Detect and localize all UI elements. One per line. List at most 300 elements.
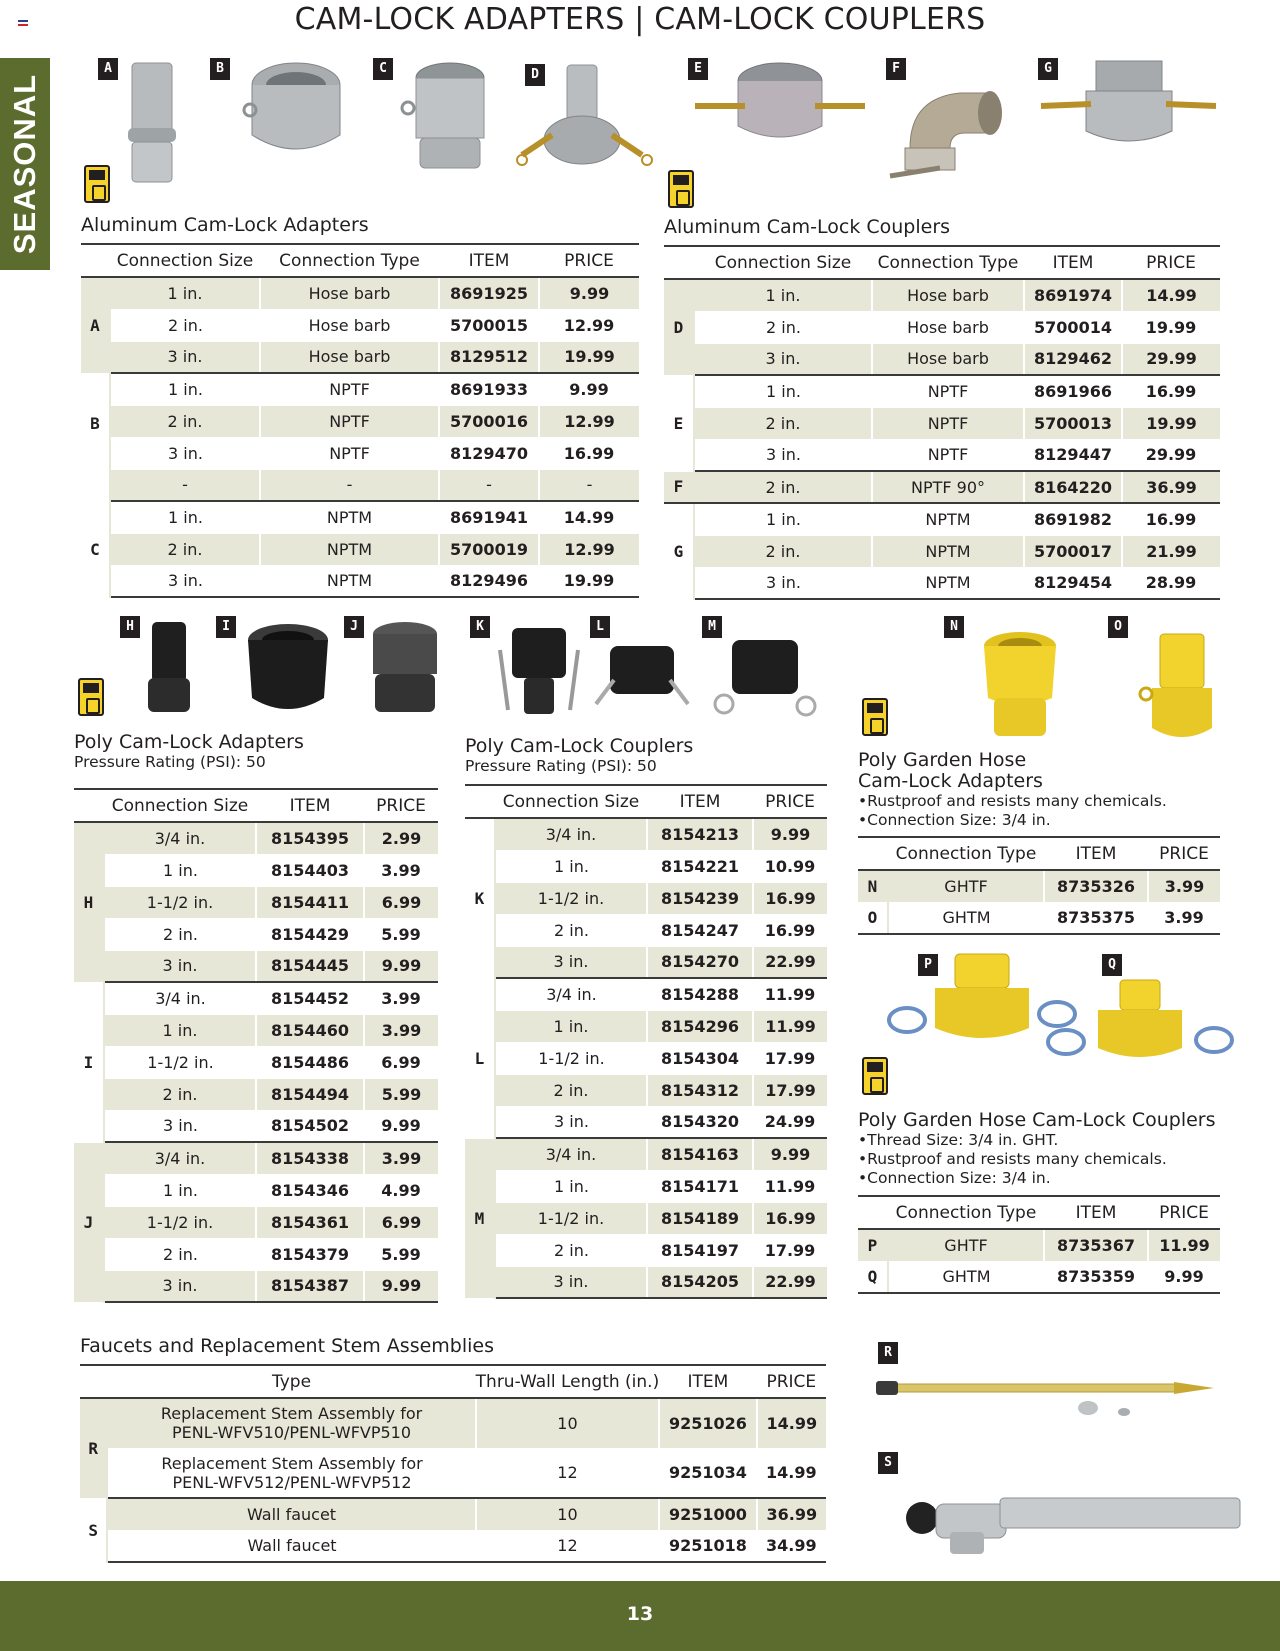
group-label: L — [465, 978, 495, 1138]
garden-adapter-n-image — [970, 628, 1070, 743]
item-cell: 5700017 — [1024, 535, 1122, 567]
size-cell: 3 in. — [104, 1110, 256, 1142]
price-cell: 3.99 — [364, 1014, 438, 1046]
table-row — [81, 469, 639, 501]
aluminum-coupler-f-image — [880, 68, 1010, 183]
table-row — [465, 946, 827, 978]
group-label: D — [664, 279, 694, 375]
length-cell: 10 — [476, 1398, 660, 1448]
table-row — [664, 279, 1220, 311]
product-badge: B — [210, 58, 230, 80]
price-cell: 5.99 — [364, 1238, 438, 1270]
price-cell: 3.99 — [364, 982, 438, 1014]
table-row — [465, 1010, 827, 1042]
table-row — [74, 1270, 438, 1302]
price-cell: 22.99 — [753, 1266, 827, 1298]
length-cell: 12 — [476, 1448, 660, 1498]
price-cell: 3.99 — [1148, 870, 1220, 902]
table-row — [858, 1261, 1220, 1293]
size-cell: 1 in. — [104, 1174, 256, 1206]
table-row — [74, 1046, 438, 1078]
price-cell: 12.99 — [539, 533, 639, 565]
table-row — [74, 1206, 438, 1238]
section-subtitle: Pressure Rating (PSI): 50 — [465, 757, 657, 775]
item-cell: 8154247 — [647, 914, 753, 946]
table-row — [664, 567, 1220, 599]
page-title: CAM-LOCK ADAPTERS | CAM-LOCK COUPLERS — [294, 2, 986, 37]
item-cell: 8154395 — [256, 822, 364, 854]
type-cell: NPTF — [872, 439, 1024, 471]
table-row — [74, 1078, 438, 1110]
price-cell: 16.99 — [1122, 375, 1220, 407]
section-title: Poly Cam-Lock Adapters — [74, 731, 304, 753]
item-cell: 9251034 — [659, 1448, 756, 1498]
product-badge: Q — [1102, 954, 1122, 976]
price-cell: 6.99 — [364, 1206, 438, 1238]
table-row — [74, 854, 438, 886]
group-label: P — [858, 1229, 888, 1261]
size-cell: 3/4 in. — [495, 1138, 647, 1170]
table-row — [664, 311, 1220, 343]
price-cell: 19.99 — [539, 565, 639, 597]
size-cell: 2 in. — [104, 1238, 256, 1270]
product-badge: M — [702, 616, 722, 638]
table-row — [465, 1202, 827, 1234]
size-cell: 2 in. — [104, 918, 256, 950]
size-cell: 1 in. — [694, 503, 872, 535]
aluminum-coupler-e-image — [690, 56, 870, 146]
section-title: Poly Garden Hose Cam-Lock Couplers — [858, 1109, 1216, 1131]
poly-adapter-h-image — [140, 618, 200, 718]
item-cell: 8691974 — [1024, 279, 1122, 311]
group-label: G — [664, 503, 694, 599]
type-cell: Hose barb — [260, 277, 439, 309]
item-cell: 8129447 — [1024, 439, 1122, 471]
item-cell: 9251026 — [659, 1398, 756, 1448]
size-cell: 1 in. — [104, 854, 256, 886]
size-cell: 2 in. — [694, 535, 872, 567]
group-label: K — [465, 818, 495, 978]
table-row — [465, 1074, 827, 1106]
type-cell: NPTM — [260, 533, 439, 565]
wall-faucet-s-image — [900, 1478, 1245, 1558]
price-cell: 21.99 — [1122, 535, 1220, 567]
type-cell: Hose barb — [872, 279, 1024, 311]
item-cell: 8154445 — [256, 950, 364, 982]
size-cell: 1 in. — [694, 375, 872, 407]
table-row — [664, 439, 1220, 471]
product-badge: F — [886, 58, 906, 80]
type-cell: Wall faucet — [107, 1498, 475, 1530]
size-cell: 3/4 in. — [104, 1142, 256, 1174]
product-badge: H — [120, 616, 140, 638]
price-cell: 24.99 — [753, 1106, 827, 1138]
table-row — [80, 1498, 826, 1530]
product-badge: C — [373, 58, 393, 80]
size-cell: 1 in. — [495, 1170, 647, 1202]
type-cell — [107, 1448, 475, 1498]
bullet-item: •Rustproof and resists many chemicals. — [858, 1150, 1167, 1168]
item-cell: 5700014 — [1024, 311, 1122, 343]
product-badge: N — [944, 616, 964, 638]
type-cell: NPTF — [260, 373, 439, 405]
group-label: B — [81, 373, 110, 501]
column-header: ITEM — [1044, 1196, 1148, 1229]
group-label: I — [74, 982, 104, 1142]
type-line1: Replacement Stem Assembly for — [160, 1404, 423, 1424]
column-header: Connection Size — [495, 785, 647, 818]
table-row — [858, 902, 1220, 934]
table-row — [664, 503, 1220, 535]
price-cell: 16.99 — [539, 437, 639, 469]
table-row — [664, 471, 1220, 503]
size-cell: 1 in. — [495, 850, 647, 882]
price-cell: 16.99 — [1122, 503, 1220, 535]
item-cell: 8691925 — [439, 277, 539, 309]
column-header: Connection Size — [104, 789, 256, 822]
price-cell: 5.99 — [364, 918, 438, 950]
price-cell: 16.99 — [753, 1202, 827, 1234]
item-cell: 8154338 — [256, 1142, 364, 1174]
table-row — [664, 375, 1220, 407]
table-row — [81, 277, 639, 309]
price-cell: 9.99 — [539, 277, 639, 309]
product-badge: K — [470, 616, 490, 638]
price-cell: 9.99 — [539, 373, 639, 405]
item-cell: 8154486 — [256, 1046, 364, 1078]
section-title-line1: Poly Garden Hose — [858, 749, 1027, 771]
table-row — [858, 1229, 1220, 1261]
size-cell: 2 in. — [495, 1234, 647, 1266]
table-row — [465, 882, 827, 914]
group-label: R — [80, 1398, 107, 1498]
table-row — [465, 1170, 827, 1202]
price-cell: 14.99 — [757, 1398, 826, 1448]
product-badge: D — [525, 64, 545, 86]
garden-adapter-o-image — [1130, 628, 1230, 753]
item-cell: 8154403 — [256, 854, 364, 886]
table-row — [465, 1106, 827, 1138]
aluminum-adapters-section — [81, 214, 639, 598]
page-number: 13 — [626, 1603, 654, 1625]
product-badge: A — [98, 58, 118, 80]
size-cell: 3 in. — [110, 565, 260, 597]
table-header — [664, 246, 1220, 279]
table-row — [81, 533, 639, 565]
item-cell: 8154502 — [256, 1110, 364, 1142]
type-cell: NPTF 90° — [872, 471, 1024, 503]
size-cell: - — [110, 469, 260, 501]
size-cell: 2 in. — [495, 1074, 647, 1106]
column-header: ITEM — [439, 244, 539, 277]
type-line2: PENL-WFV512/PENL-WFVP512 — [172, 1472, 412, 1492]
power-fist-logo-icon — [862, 1057, 888, 1095]
item-cell: 5700015 — [439, 309, 539, 341]
section-subtitle: Pressure Rating (PSI): 50 — [74, 753, 266, 771]
garden-couplers-table — [858, 1195, 1220, 1294]
item-cell: 8164220 — [1024, 471, 1122, 503]
garden-adapters-table — [858, 836, 1220, 935]
column-header: Connection Type — [888, 837, 1044, 870]
size-cell: 1-1/2 in. — [495, 1202, 647, 1234]
item-cell: 8154452 — [256, 982, 364, 1014]
aluminum-adapters-table — [81, 243, 639, 598]
column-header: PRICE — [1148, 837, 1220, 870]
size-cell: 3 in. — [104, 950, 256, 982]
table-row — [858, 870, 1220, 902]
table-row — [74, 982, 438, 1014]
price-cell: 10.99 — [753, 850, 827, 882]
poly-adapter-j-image — [365, 618, 445, 718]
price-cell: - — [539, 469, 639, 501]
item-cell: 8154312 — [647, 1074, 753, 1106]
product-badge: O — [1108, 616, 1128, 638]
item-cell: 8735375 — [1044, 902, 1148, 934]
garden-coupler-q-image — [1040, 978, 1240, 1073]
size-cell: 3/4 in. — [495, 818, 647, 850]
product-badge: E — [688, 58, 708, 80]
size-cell: 2 in. — [694, 407, 872, 439]
column-header: Connection Size — [110, 244, 260, 277]
item-cell: 8154494 — [256, 1078, 364, 1110]
table-header — [80, 1365, 826, 1398]
price-cell: 22.99 — [753, 946, 827, 978]
item-cell: 8154320 — [647, 1106, 753, 1138]
price-cell: 36.99 — [1122, 471, 1220, 503]
column-header: Connection Type — [888, 1196, 1044, 1229]
size-cell: 2 in. — [694, 471, 872, 503]
price-cell: 19.99 — [1122, 407, 1220, 439]
table-row — [465, 978, 827, 1010]
section-title: Aluminum Cam-Lock Adapters — [81, 214, 369, 236]
item-cell: 8154460 — [256, 1014, 364, 1046]
size-cell: 2 in. — [110, 533, 260, 565]
table-row — [664, 535, 1220, 567]
item-cell: 8154171 — [647, 1170, 753, 1202]
table-row — [81, 501, 639, 533]
type-cell: NPTM — [260, 565, 439, 597]
size-cell: 3 in. — [110, 341, 260, 373]
type-cell — [107, 1398, 475, 1448]
size-cell: 1-1/2 in. — [104, 886, 256, 918]
item-cell: 8691933 — [439, 373, 539, 405]
item-cell: 8154270 — [647, 946, 753, 978]
price-cell: 12.99 — [539, 405, 639, 437]
table-row — [465, 1234, 827, 1266]
column-header: PRICE — [757, 1365, 826, 1398]
item-cell: 8129454 — [1024, 567, 1122, 599]
column-header: ITEM — [659, 1365, 756, 1398]
group-label: C — [81, 501, 110, 597]
size-cell: 1 in. — [110, 373, 260, 405]
power-fist-logo-icon — [78, 678, 104, 716]
product-badge: L — [590, 616, 610, 638]
section-title: Aluminum Cam-Lock Couplers — [664, 216, 951, 238]
size-cell: 1-1/2 in. — [495, 1042, 647, 1074]
column-header: Connection Size — [694, 246, 872, 279]
price-cell: 3.99 — [364, 854, 438, 886]
size-cell: 3/4 in. — [104, 982, 256, 1014]
item-cell: 8154296 — [647, 1010, 753, 1042]
table-header — [465, 785, 827, 818]
price-cell: 12.99 — [539, 309, 639, 341]
size-cell: 1 in. — [694, 279, 872, 311]
poly-adapter-i-image — [240, 618, 340, 718]
price-cell: 16.99 — [753, 882, 827, 914]
column-header: ITEM — [1044, 837, 1148, 870]
aluminum-coupler-g-image — [1036, 56, 1221, 151]
column-header: PRICE — [539, 244, 639, 277]
item-cell: 8154411 — [256, 886, 364, 918]
length-cell: 10 — [476, 1498, 660, 1530]
group-label: Q — [858, 1261, 888, 1293]
power-fist-logo-icon — [84, 165, 110, 203]
group-label: E — [664, 375, 694, 471]
item-cell: 8154221 — [647, 850, 753, 882]
column-header: Connection Type — [260, 244, 439, 277]
price-cell: 11.99 — [753, 1010, 827, 1042]
size-cell: 1 in. — [495, 1010, 647, 1042]
price-cell: 11.99 — [1148, 1229, 1220, 1261]
price-cell: 9.99 — [364, 1270, 438, 1302]
price-cell: 14.99 — [539, 501, 639, 533]
table-row — [74, 1238, 438, 1270]
type-cell: Hose barb — [260, 341, 439, 373]
poly-couplers-section — [465, 735, 827, 1299]
item-cell: 9251018 — [659, 1530, 756, 1562]
type-cell: Wall faucet — [107, 1530, 475, 1562]
item-cell: 8154205 — [647, 1266, 753, 1298]
table-row — [74, 1014, 438, 1046]
item-cell: 5700016 — [439, 405, 539, 437]
price-cell: 36.99 — [757, 1498, 826, 1530]
price-cell: 11.99 — [753, 1170, 827, 1202]
price-cell: 19.99 — [539, 341, 639, 373]
power-fist-logo-icon — [862, 698, 888, 736]
item-cell: 8129470 — [439, 437, 539, 469]
price-cell: 4.99 — [364, 1174, 438, 1206]
column-header: ITEM — [1024, 246, 1122, 279]
size-cell: 3 in. — [694, 567, 872, 599]
price-cell: 2.99 — [364, 822, 438, 854]
table-row — [81, 341, 639, 373]
poly-couplers-table — [465, 784, 827, 1299]
price-cell: 17.99 — [753, 1042, 827, 1074]
product-badge: R — [878, 1342, 898, 1364]
group-label: A — [81, 277, 110, 373]
size-cell: 1-1/2 in. — [104, 1046, 256, 1078]
item-cell: 8154189 — [647, 1202, 753, 1234]
type-cell: GHTM — [888, 1261, 1044, 1293]
aluminum-adapter-a-image — [120, 58, 200, 188]
product-badge: S — [878, 1452, 898, 1474]
price-cell: 9.99 — [753, 818, 827, 850]
price-cell: 9.99 — [1148, 1261, 1220, 1293]
table-row — [664, 407, 1220, 439]
faucets-table — [80, 1364, 826, 1563]
size-cell: 3 in. — [694, 439, 872, 471]
price-cell: 14.99 — [1122, 279, 1220, 311]
size-cell: 1-1/2 in. — [104, 1206, 256, 1238]
type-cell: NPTM — [260, 501, 439, 533]
size-cell: 2 in. — [110, 405, 260, 437]
type-cell: NPTF — [872, 375, 1024, 407]
type-line1: Replacement Stem Assembly for — [161, 1453, 423, 1473]
section-title-line2: Cam-Lock Adapters — [858, 770, 1043, 792]
table-row — [80, 1448, 826, 1498]
type-cell: GHTF — [888, 870, 1044, 902]
bullet-item: •Thread Size: 3/4 in. GHT. — [858, 1131, 1059, 1149]
faucets-section — [80, 1335, 826, 1563]
item-cell: 8154387 — [256, 1270, 364, 1302]
item-cell: 8154197 — [647, 1234, 753, 1266]
bullet-item: •Connection Size: 3/4 in. — [858, 811, 1051, 829]
item-cell: - — [439, 469, 539, 501]
table-row — [74, 950, 438, 982]
aluminum-couplers-section — [664, 216, 1220, 600]
size-cell: 3/4 in. — [495, 978, 647, 1010]
size-cell: 1-1/2 in. — [495, 882, 647, 914]
poly-coupler-l-image — [592, 640, 692, 715]
price-cell: 5.99 — [364, 1078, 438, 1110]
bullet-item: •Connection Size: 3/4 in. — [858, 1169, 1051, 1187]
aluminum-adapter-b-image — [238, 55, 348, 165]
size-cell: 3 in. — [495, 1106, 647, 1138]
side-tab-seasonal — [0, 58, 50, 270]
column-header: Type — [107, 1365, 475, 1398]
item-cell: 9251000 — [659, 1498, 756, 1530]
table-header — [81, 244, 639, 277]
item-cell: 8129512 — [439, 341, 539, 373]
page-footer — [0, 1581, 1280, 1651]
size-cell: 1 in. — [110, 277, 260, 309]
price-cell: 34.99 — [757, 1530, 826, 1562]
type-cell: NPTF — [872, 407, 1024, 439]
price-cell: 17.99 — [753, 1234, 827, 1266]
type-cell: Hose barb — [872, 343, 1024, 375]
size-cell: 3 in. — [104, 1270, 256, 1302]
item-cell: 5700013 — [1024, 407, 1122, 439]
table-row — [465, 1042, 827, 1074]
table-row — [74, 918, 438, 950]
item-cell: 8129496 — [439, 565, 539, 597]
item-cell: 8154346 — [256, 1174, 364, 1206]
type-cell: NPTM — [872, 567, 1024, 599]
table-row — [465, 1266, 827, 1298]
poly-adapters-section — [74, 731, 438, 1303]
table-row — [80, 1398, 826, 1448]
size-cell: 2 in. — [694, 311, 872, 343]
column-header: Thru-Wall Length (in.) — [476, 1365, 660, 1398]
price-cell: 16.99 — [753, 914, 827, 946]
product-badge: J — [344, 616, 364, 638]
type-cell: GHTM — [888, 902, 1044, 934]
aluminum-coupler-d-image — [512, 60, 662, 180]
bullet-item: •Rustproof and resists many chemicals. — [858, 792, 1167, 810]
table-row — [465, 914, 827, 946]
stem-assembly-r-image — [874, 1370, 1224, 1430]
price-cell: 17.99 — [753, 1074, 827, 1106]
price-cell: 9.99 — [753, 1138, 827, 1170]
table-row — [664, 343, 1220, 375]
price-cell: 6.99 — [364, 1046, 438, 1078]
item-cell: 5700019 — [439, 533, 539, 565]
group-label: J — [74, 1142, 104, 1302]
table-row — [74, 886, 438, 918]
aluminum-adapter-c-image — [398, 58, 498, 173]
group-label: H — [74, 822, 104, 982]
table-row — [81, 565, 639, 597]
